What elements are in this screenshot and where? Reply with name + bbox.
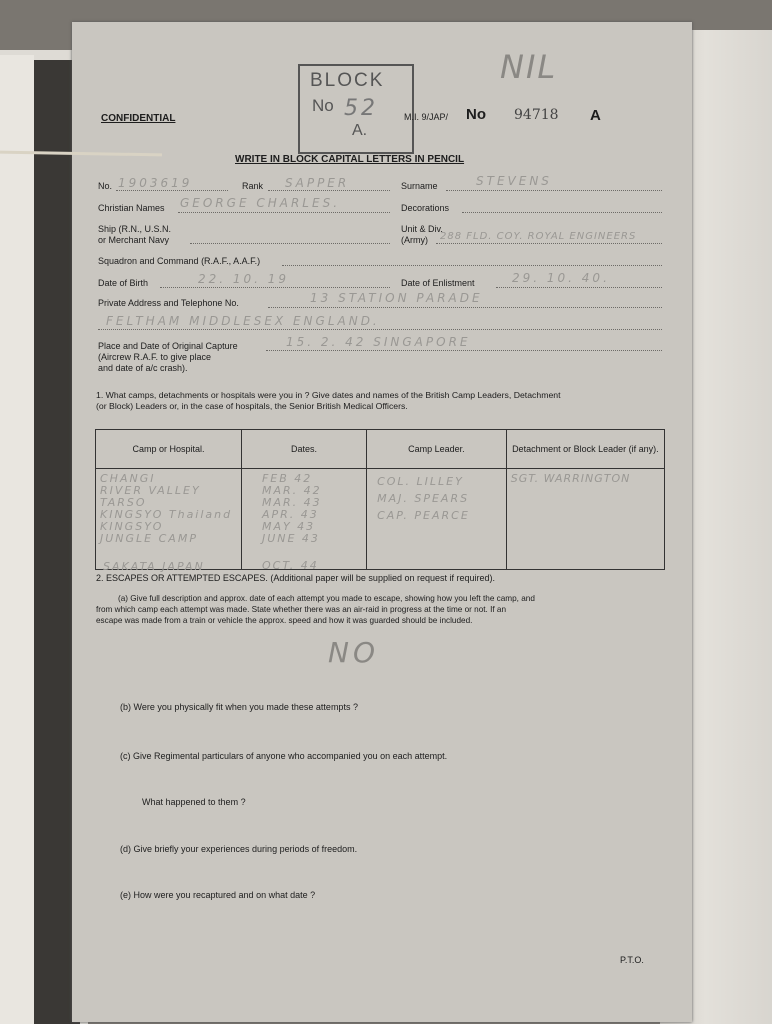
table-header-row bbox=[96, 430, 665, 469]
christian-names-line bbox=[178, 212, 390, 213]
q2a-text-3: escape was made from a train or vehicle the approx. speed and how it was guarded should be included. bbox=[96, 616, 473, 625]
decorations-label: Decorations bbox=[401, 203, 450, 213]
detachment-cell bbox=[506, 469, 664, 570]
capture-label-3: and date of a/c crash). bbox=[98, 363, 188, 373]
no-label: No. bbox=[98, 181, 113, 191]
unit-line bbox=[436, 243, 662, 244]
pto-label: P.T.O. bbox=[620, 955, 644, 965]
surname-label: Surname bbox=[401, 181, 438, 191]
capture-value: 15. 2. 42 SINGAPORE bbox=[286, 335, 471, 349]
leaders-cell bbox=[367, 469, 507, 570]
detachment-entry: SGT. WARRINGTON bbox=[510, 472, 631, 485]
ref-label: M.I. 9/JAP/ bbox=[404, 112, 449, 122]
q2a-text-2: from which camp each attempt was made. State whether there was an air-raid in progress at the time or not. If an bbox=[96, 605, 507, 614]
table-row bbox=[96, 469, 665, 570]
stamp-no-handwritten: 52 bbox=[344, 96, 378, 121]
squadron-label: Squadron and Command (R.A.F., A.A.F.) bbox=[98, 256, 261, 266]
enlistment-line bbox=[496, 287, 662, 288]
capture-line bbox=[266, 350, 662, 351]
address-line-2 bbox=[98, 329, 662, 330]
surname-value: STEVENS bbox=[476, 174, 552, 188]
date-entry: MAY 43 bbox=[261, 520, 316, 533]
christian-names-label: Christian Names bbox=[98, 203, 165, 213]
date-entry: MAR. 43 bbox=[261, 496, 322, 509]
christian-names-value: GEORGE CHARLES. bbox=[180, 196, 341, 210]
date-entry: FEB 42 bbox=[261, 472, 313, 485]
dob-value: 22. 10. 19 bbox=[198, 272, 290, 286]
enlistment-value: 29. 10. 40. bbox=[512, 271, 610, 285]
camps-table bbox=[95, 429, 665, 570]
pencil-instruction: WRITE IN BLOCK CAPITAL LETTERS IN PENCIL bbox=[235, 154, 465, 165]
col-detachment-header: Detachment or Block Leader (if any). bbox=[506, 430, 664, 469]
q2e-text: (e) How were you recaptured and on what date ? bbox=[120, 890, 316, 900]
q2c-followup: What happened to them ? bbox=[142, 797, 246, 807]
address-value-1: 13 STATION PARADE bbox=[310, 291, 483, 305]
camp-entry: KINGSYO bbox=[100, 520, 164, 533]
q2c-text: (c) Give Regimental particulars of anyone who accompanied you on each attempt. bbox=[120, 751, 448, 761]
leader-entry: COL. LILLEY bbox=[377, 475, 464, 488]
nil-handwritten: NIL bbox=[500, 48, 558, 86]
stamp-no-text: No bbox=[312, 96, 334, 115]
camp-entry: CHANGI bbox=[100, 472, 156, 485]
capture-label-2: (Aircrew R.A.F. to give place bbox=[98, 352, 212, 362]
q1-text: 1. What camps, detachments or hospitals were you in ? Give dates and names of the British Camp Leaders, Detachment bbox=[96, 390, 561, 400]
no-line bbox=[116, 190, 228, 191]
q2a-answer: NO bbox=[328, 636, 379, 669]
stamp-block-text: BLOCK bbox=[310, 70, 385, 91]
camp-entry: RIVER VALLEY bbox=[100, 484, 201, 497]
no-value: 1903619 bbox=[118, 176, 193, 190]
camp-entry: TARSO bbox=[100, 496, 147, 509]
number-suffix: A bbox=[590, 107, 601, 124]
rank-value: SAPPER bbox=[285, 176, 350, 190]
q2b-text: (b) Were you physically fit when you made these attempts ? bbox=[120, 702, 358, 712]
unit-value: 288 FLD. COY. ROYAL ENGINEERS bbox=[440, 231, 637, 242]
address-value-2: FELTHAM MIDDLESEX ENGLAND. bbox=[106, 314, 380, 328]
q1-text-2: (or Block) Leaders or, in the case of hospitals, the Senior British Medical Officers. bbox=[96, 401, 408, 411]
capture-label: Place and Date of Original Capture bbox=[98, 341, 238, 351]
squadron-line bbox=[282, 265, 662, 266]
ship-label-2: or Merchant Navy bbox=[98, 235, 170, 245]
date-entry-overflow: OCT. 44 bbox=[262, 559, 319, 572]
q2d-text: (d) Give briefly your experiences during periods of freedom. bbox=[120, 844, 358, 854]
dob-label: Date of Birth bbox=[98, 278, 149, 288]
number-label: No bbox=[466, 106, 486, 123]
date-entry: JUNE 43 bbox=[261, 532, 320, 545]
col-leader-header: Camp Leader. bbox=[367, 430, 507, 469]
camps-cell bbox=[96, 469, 242, 570]
address-label: Private Address and Telephone No. bbox=[98, 298, 239, 308]
q2-title: 2. ESCAPES OR ATTEMPTED ESCAPES. (Additional paper will be supplied on request if required). bbox=[96, 573, 496, 583]
unit-label-2: (Army) bbox=[401, 235, 428, 245]
camp-entry: JUNGLE CAMP bbox=[100, 532, 198, 545]
camp-entry-overflow: SAKATA JAPAN bbox=[103, 560, 205, 573]
date-entry: MAR. 42 bbox=[261, 484, 322, 497]
rank-label: Rank bbox=[242, 181, 264, 191]
stamp-a-text: A. bbox=[352, 122, 368, 139]
date-entry: APR. 43 bbox=[261, 508, 319, 521]
leader-entry: CAP. PEARCE bbox=[377, 509, 470, 522]
decorations-line bbox=[462, 212, 662, 213]
col-camp-header: Camp or Hospital. bbox=[96, 430, 242, 469]
dob-line bbox=[160, 287, 390, 288]
background-page-left bbox=[0, 55, 34, 1024]
surname-line bbox=[446, 190, 662, 191]
number-value: 94718 bbox=[514, 107, 559, 123]
ship-line bbox=[190, 243, 390, 244]
rank-line bbox=[268, 190, 390, 191]
ship-label: Ship (R.N., U.S.N. bbox=[98, 224, 172, 234]
col-dates-header: Dates. bbox=[241, 430, 366, 469]
confidential-label: CONFIDENTIAL bbox=[101, 113, 176, 124]
leader-entry: MAJ. SPEARS bbox=[377, 492, 470, 505]
q2a-text: (a) Give full description and approx. date of each attempt you made to escape, showing how you left the camp, and bbox=[118, 594, 535, 603]
dates-cell bbox=[241, 469, 366, 570]
camp-entry: KINGSYO Thailand bbox=[100, 508, 233, 521]
unit-label: Unit & Div. bbox=[401, 224, 443, 234]
enlistment-label: Date of Enlistment bbox=[401, 278, 475, 288]
address-line bbox=[268, 307, 662, 308]
